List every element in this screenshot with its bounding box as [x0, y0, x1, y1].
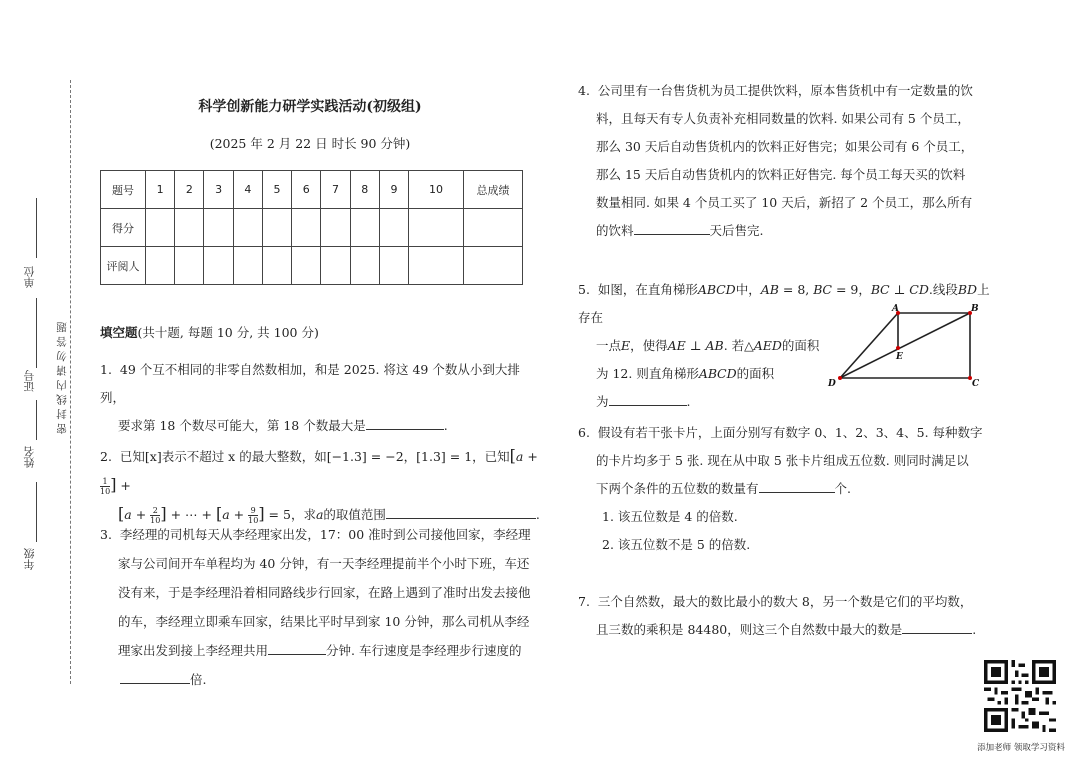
col-header: 2: [175, 171, 204, 209]
section-note: (共十题, 每题 10 分, 共 100 分): [137, 325, 319, 340]
col-header: 1: [146, 171, 175, 209]
q-text: 那么 30 天后自动售货机内的饮料正好售完；如果公司有 6 个员工，: [596, 139, 974, 154]
reviewer-cell[interactable]: [464, 247, 523, 285]
col-header: 3: [204, 171, 233, 209]
label-a: A: [892, 304, 899, 314]
qr-caption: 添加老师 领取学习资料: [977, 743, 1065, 753]
reviewer-cell[interactable]: [350, 247, 379, 285]
label-e: E: [896, 352, 903, 362]
question-1: [100, 356, 530, 440]
reviewer-cell[interactable]: [379, 247, 408, 285]
score-cell[interactable]: [350, 209, 379, 247]
plus-sign: +: [527, 449, 538, 464]
fraction-num: 9: [248, 506, 258, 516]
fraction-num: 2: [150, 506, 160, 516]
score-cell[interactable]: [146, 209, 175, 247]
answer-blank[interactable]: [634, 222, 710, 235]
question-6: [578, 419, 998, 559]
answer-blank[interactable]: [386, 506, 536, 519]
col-header: 10: [409, 171, 464, 209]
name-blank-line: [36, 400, 37, 440]
plus-sign: +: [135, 507, 147, 522]
col-header: 5: [262, 171, 291, 209]
reviewer-cell[interactable]: [321, 247, 350, 285]
col-header: 8: [350, 171, 379, 209]
q-text: 个.: [834, 481, 851, 496]
seal-note: 密封线内请勿答题: [56, 318, 68, 434]
section-heading: [100, 323, 319, 341]
fraction: [100, 477, 110, 496]
col-header: 6: [292, 171, 321, 209]
answer-blank[interactable]: [268, 642, 326, 655]
reviewer-cell[interactable]: [146, 247, 175, 285]
q-text: .: [443, 418, 448, 433]
label-unit: 单位: [23, 266, 36, 288]
reviewer-cell[interactable]: [409, 247, 464, 285]
q-text: 家与公司间开车单程均为 40 分钟，有一天李经理提前半个小时下班，车还: [118, 556, 530, 571]
label-c: C: [972, 379, 980, 389]
label-d: D: [828, 379, 836, 389]
q-text: 理家出发到接上李经理共用: [118, 643, 269, 658]
answer-blank[interactable]: [120, 671, 190, 684]
q-number: 2.: [100, 449, 112, 464]
q-text: .: [686, 394, 691, 409]
score-cell[interactable]: [379, 209, 408, 247]
q-text: 分钟. 车行速度是李经理步行速度的: [326, 643, 522, 658]
point-e: [896, 346, 900, 350]
q-text: 且三数的乘积是 84480，则这三个自然数中最大的数是: [596, 622, 903, 637]
score-cell[interactable]: [409, 209, 464, 247]
reviewer-cell[interactable]: [204, 247, 233, 285]
answer-blank[interactable]: [366, 417, 444, 430]
col-header: 7: [321, 171, 350, 209]
fraction-den: 10: [100, 487, 111, 496]
label-b: B: [971, 304, 979, 314]
q-number: 7.: [578, 594, 590, 609]
q-text: 假设有若干张卡片，上面分别写有数字 0、1、2、3、4、5. 每种数字: [597, 425, 983, 440]
plus-sign: +: [120, 478, 131, 493]
reviewer-cell[interactable]: [233, 247, 262, 285]
q-text: 为 12. 则直角梯形𝐴𝐵𝐶𝐷的面积: [596, 366, 775, 381]
plus-sign: +: [233, 507, 245, 522]
q-text: 为: [596, 394, 609, 409]
q-text: 李经理的司机每天从李经理家出发，17：00 准时到公司接他回家，李经理: [119, 527, 531, 542]
q-text: 料，且每天有专人负责补充相同数量的饮料. 如果公司有 5 个员工，: [596, 111, 970, 126]
var-a: a: [315, 507, 324, 522]
q-text: 49 个互不相同的非零自然数相加，和是 2025. 将这 49 个数从小到大排列，: [100, 362, 520, 405]
q-text: 的取值范围: [323, 507, 386, 522]
ellipsis: + ⋯ +: [170, 507, 212, 522]
table-row: [101, 209, 523, 247]
question-2: 2. 已知[x]表示不超过 x 的最大整数，如[−1.3] = −2，[1.3] = 1，已知[a + $\frac{1}{10}$ ] + [a + $\frac{2}{10}$ ] + ⋯ + [a + $\frac{9}{10}$ ] = 5，求a的取值范围 .: [100, 446, 540, 525]
score-cell[interactable]: [321, 209, 350, 247]
row-label-reviewer: 评阅人: [101, 247, 146, 285]
q-number: 3.: [100, 527, 112, 542]
point-d: [838, 376, 842, 380]
q-text: 如图，在直角梯形𝐴𝐵𝐶𝐷中，𝐴𝐵 = 8, 𝐵𝐶 = 9，𝐵𝐶 ⊥ 𝐶𝐷.线段𝐵𝐷上存在: [578, 282, 990, 325]
trapezoid-figure: [826, 302, 986, 390]
q-number: 5.: [578, 282, 590, 297]
q-number: 4.: [578, 83, 590, 98]
q-text: 数量相同. 如果 4 个员工买了 10 天后，新招了 2 个员工，那么所有: [596, 195, 973, 210]
answer-blank[interactable]: [902, 621, 972, 634]
row-label-question: 题号: [101, 171, 146, 209]
score-cell[interactable]: [204, 209, 233, 247]
q-text: 的卡片均多于 5 张. 现在从中取 5 张卡片组成五位数. 则同时满足以: [596, 453, 969, 468]
score-cell[interactable]: [175, 209, 204, 247]
label-id: 证号: [23, 370, 36, 392]
fraction-den: 10: [150, 516, 161, 525]
row-label-score: 得分: [101, 209, 146, 247]
q-text: 那么 15 天后自动售货机内的饮料正好售完. 每个员工每天买的饮料: [596, 167, 966, 182]
col-header: 9: [379, 171, 408, 209]
q-text: 一点𝐸，使得𝐴𝐸 ⊥ 𝐴𝐵. 若△𝐴𝐸𝐷的面积: [596, 338, 820, 353]
grade-blank-line: [36, 482, 37, 542]
score-table: [100, 170, 523, 285]
q-text: 没有来，于是李经理沿着相同路线步行回家，在路上遇到了准时出发去接他: [118, 585, 531, 600]
score-cell[interactable]: [233, 209, 262, 247]
seal-dashed-line: [70, 80, 71, 684]
answer-blank[interactable]: [609, 393, 687, 406]
id-blank-line: [36, 298, 37, 368]
unit-blank-line: [36, 198, 37, 258]
edge-da: [840, 313, 898, 378]
q-text: 三个自然数，最大的数比最小的数大 8，另一个数是它们的平均数，: [597, 594, 973, 609]
fraction-num: 1: [100, 477, 110, 487]
question-3: [100, 520, 540, 694]
table-row: [101, 247, 523, 285]
score-cell[interactable]: [292, 209, 321, 247]
var-a: a: [124, 507, 132, 522]
q-text: 下两个条件的五位数的数量有: [596, 481, 759, 496]
exam-title: 科学创新能力研学实践活动(初级组): [198, 99, 422, 115]
score-cell[interactable]: [262, 209, 291, 247]
q-text: .: [972, 622, 977, 637]
exam-subtitle: (2025 年 2 月 22 日 时长 90 分钟): [209, 136, 411, 151]
label-grade: 年级: [23, 548, 36, 570]
answer-blank[interactable]: [759, 480, 835, 493]
reviewer-cell[interactable]: [262, 247, 291, 285]
q-text: 天后售完.: [709, 223, 764, 238]
condition-1: 1. 该五位数是 4 的倍数.: [602, 509, 738, 524]
q-number: 1.: [100, 362, 112, 377]
section-title: 填空题: [100, 325, 138, 340]
score-cell[interactable]: [464, 209, 523, 247]
q-text: 要求第 18 个数尽可能大，第 18 个数最大是: [118, 418, 366, 433]
q-number: 6.: [578, 425, 590, 440]
col-header-total: 总成绩: [464, 171, 523, 209]
reviewer-cell[interactable]: [292, 247, 321, 285]
diagonal-bd: [840, 313, 970, 378]
condition-2: 2. 该五位数不是 5 的倍数.: [602, 537, 751, 552]
reviewer-cell[interactable]: [175, 247, 204, 285]
question-4: [578, 77, 998, 245]
var-a: a: [515, 449, 524, 464]
q-text: .: [535, 507, 540, 522]
q-text: 已知[x]表示不超过 x 的最大整数，如[−1.3] = −2，[1.3] = 1，已知: [119, 449, 510, 464]
var-a: a: [222, 507, 230, 522]
col-header: 4: [233, 171, 262, 209]
q-text: 公司里有一台售货机为员工提供饮料，原本售货机中有一定数量的饮: [597, 83, 973, 98]
qr-code[interactable]: [984, 660, 1056, 732]
q-text: 倍.: [190, 672, 207, 687]
fraction-den: 10: [248, 516, 259, 525]
q-text: = 5，求: [268, 507, 316, 522]
q-text: 的车，李经理立即乘车回家，结果比平时早到家 10 分钟，那么司机从李经: [118, 614, 530, 629]
label-name: 姓名: [23, 446, 36, 468]
table-row: [101, 171, 523, 209]
question-7: [578, 588, 998, 644]
q-text: 的饮料: [596, 223, 634, 238]
